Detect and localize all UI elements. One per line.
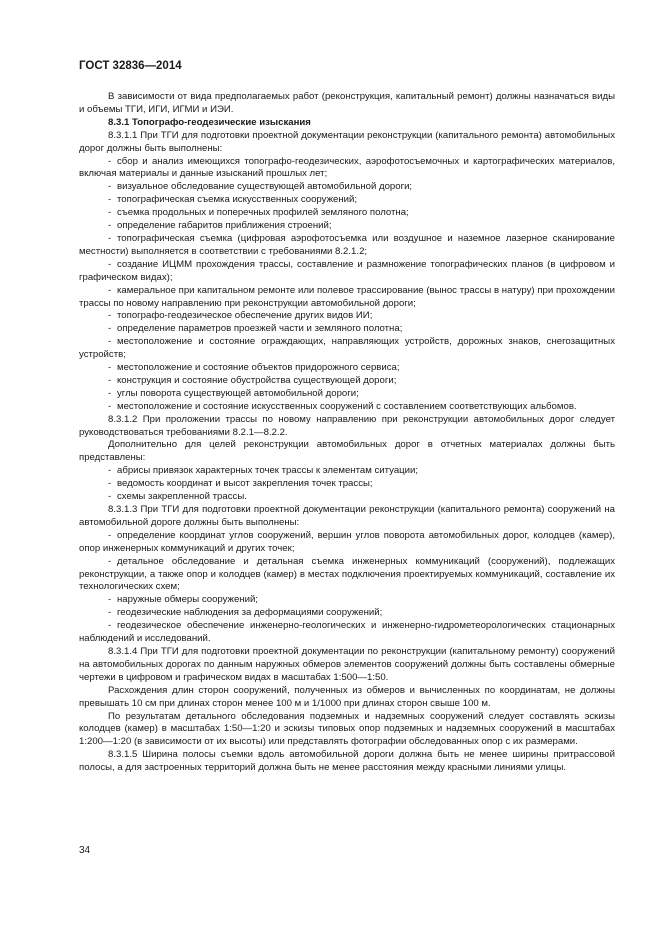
list-item (79, 181, 615, 194)
dash-marker: - (108, 620, 112, 632)
list-item-text: создание ИЦММ прохождения трассы, составление и размножение топографических планов (в цифровом и графическом видах); (79, 258, 615, 283)
paragraph: Расхождения длин сторон сооружений, полученных из обмеров и вычисленных по координатам, не должны превышать 10 см при длинах сторон менее 100 м и 1/1000 при длинах сторон свыше 100 м. (79, 684, 615, 709)
list-item-text: топографическая съемка (цифровая аэрофотосъемка или воздушное и наземное лазерное сканирование местности) выполняется в соответствии с требованиями 8.2.1.2; (79, 232, 615, 257)
dash-marker: - (108, 465, 112, 477)
list-item (79, 530, 615, 556)
dash-marker: - (108, 529, 112, 541)
list-item-text: определение координат углов сооружений, вершин углов поворота автомобильных дорог, колодцев (камер), опор инженерных коммуникаций и других точек; (79, 529, 615, 554)
list-item (79, 285, 615, 311)
dash-marker: - (108, 181, 112, 193)
list-item (79, 207, 615, 220)
list-item (79, 220, 615, 233)
list-item-text: топографическая съемка искусственных сооружений; (117, 194, 358, 206)
dash-marker: - (108, 555, 112, 567)
paragraph: 8.3.1.2 При проложении трассы по новому направлению при реконструкции автомобильных дорог следует руководствоваться требованиями 8.2.1—8.2.2. (79, 413, 615, 438)
list-item (79, 388, 615, 401)
paragraph: По результатам детального обследования подземных и надземных сооружений следует составлять эскизы колодцев (камер) в масштабах 1:50—1:20 и эскизы типовых опор подземных и надземных сооружений в масштабах 1:200—1:20 (в зависимости от их высоты) или представлять фотографии обследованных опор с их размерами. (79, 710, 615, 748)
list-item (79, 194, 615, 207)
list-item (79, 323, 615, 336)
list-item-text: конструкция и состояние обустройства существующей дороги; (117, 374, 397, 386)
list-item-text: камеральное при капитальном ремонте или полевое трассирование (вынос трассы в натуру) при прохождении трассы по новому направлению при реконструкции автомобильной дороги; (79, 284, 615, 309)
list-item (79, 336, 615, 362)
list-item (79, 594, 615, 607)
list-item (79, 259, 615, 285)
list-item (79, 375, 615, 388)
paragraph: 8.3.1.1 При ТГИ для подготовки проектной документации реконструкции (капитального ремонта) автомобильных дорог должны быть выполнены: (79, 129, 615, 154)
dash-marker: - (108, 387, 112, 399)
list-item (79, 233, 615, 259)
dash-marker: - (108, 374, 112, 386)
list-item-text: ведомость координат и высот закрепления точек трассы; (117, 478, 373, 490)
list-item-text: определение габаритов приближения строений; (117, 220, 332, 232)
list-item-text: местоположение и состояние объектов придорожного сервиса; (117, 362, 400, 374)
list-item-text: местоположение и состояние искусственных сооружений с составлением соответствующих альбомов. (117, 400, 577, 412)
list-item-text: определение параметров проезжей части и земляного полотна; (117, 323, 403, 335)
dash-marker: - (108, 258, 112, 270)
dash-marker: - (108, 310, 112, 322)
dash-marker: - (108, 284, 112, 296)
list-item (79, 310, 615, 323)
dash-marker: - (108, 594, 112, 606)
list-item-text: абрисы привязок характерных точек трассы к элементам ситуации; (117, 465, 419, 477)
paragraph: 8.3.1.5 Ширина полосы съемки вдоль автомобильной дороги должна быть не менее ширины притрассовой полосы, а для застроенных территорий должна быть не менее расстояния между красными линиями улицы. (79, 749, 615, 774)
dash-marker: - (108, 155, 112, 167)
paragraph: 8.3.1.3 При ТГИ для подготовки проектной документации реконструкции (капитального ремонта) сооружений на автомобильной дороге должны быть выполнены: (79, 504, 615, 528)
list-item (79, 362, 615, 375)
page-number: 34 (79, 845, 91, 856)
list-item-text: съемка продольных и поперечных профилей земляного полотна; (117, 207, 409, 219)
section-heading: 8.3.1 Топографо-геодезические изыскания (108, 116, 311, 128)
list-item-text: топографо-геодезическое обеспечение других видов ИИ; (117, 310, 373, 322)
dash-marker: - (108, 323, 112, 335)
list-item (79, 620, 615, 646)
list-item (79, 478, 615, 491)
list-item-text: сбор и анализ имеющихся топографо-геодезических, аэрофотосъемочных и картографических материалов, включая материалы и данные изысканий прошлых лет; (79, 155, 615, 180)
dash-marker: - (108, 232, 112, 244)
dash-marker: - (108, 220, 112, 232)
dash-marker: - (108, 207, 112, 219)
dash-marker: - (108, 478, 112, 490)
dash-marker: - (108, 194, 112, 206)
paragraph: В зависимости от вида предполагаемых работ (реконструкция, капитальный ремонт) должны назначаться виды и объемы ТГИ, ИГИ, ИГМИ и ИЭИ. (79, 91, 615, 115)
list-item (79, 465, 615, 478)
list-item-text: углы поворота существующей автомобильной дороги; (117, 387, 359, 399)
list-item-text: визуальное обследование существующей автомобильной дороги; (117, 181, 413, 193)
dash-marker: - (108, 400, 112, 412)
dash-marker: - (108, 362, 112, 374)
list-item (79, 401, 615, 414)
standard-header: ГОСТ 32836—2014 (79, 60, 182, 72)
list-item-text: геодезическое обеспечение инженерно-геологических и инженерно-гидрометеорологических стационарных наблюдений и исследований. (79, 620, 615, 645)
dash-marker: - (108, 491, 112, 503)
paragraph: Дополнительно для целей реконструкции автомобильных дорог в отчетных материалах должны быть представлены: (79, 439, 615, 464)
list-item-text: схемы закрепленной трассы. (117, 491, 247, 503)
list-item (79, 491, 615, 504)
list-item (79, 556, 615, 595)
list-item-text: местоположение и состояние ограждающих, направляющих устройств, дорожных знаков, снегозащитных устройств; (79, 336, 615, 361)
list-item-text: детальное обследование и детальная съемка инженерных коммуникаций (сооружений), подлежащих реконструкции, а также опор и колодцев (камер) в местах подключения проектируемых коммуникаций, составление их технологических схем; (79, 555, 615, 593)
document-body (79, 91, 615, 775)
list-item-text: геодезические наблюдения за деформациями сооружений; (117, 607, 383, 619)
list-item (79, 607, 615, 620)
dash-marker: - (108, 607, 112, 619)
list-item-text: наружные обмеры сооружений; (117, 594, 258, 606)
list-item (79, 156, 615, 182)
dash-marker: - (108, 336, 112, 348)
paragraph: 8.3.1.4 При ТГИ для подготовки проектной документации по реконструкции (капитальному ремонту) сооружений на автомобильных дорогах по данным наружных обмеров элементов сооружений должны быть составлены обмерные чертежи в цифровом и графическом видах в масштабах 1:500—1:50. (79, 645, 615, 683)
